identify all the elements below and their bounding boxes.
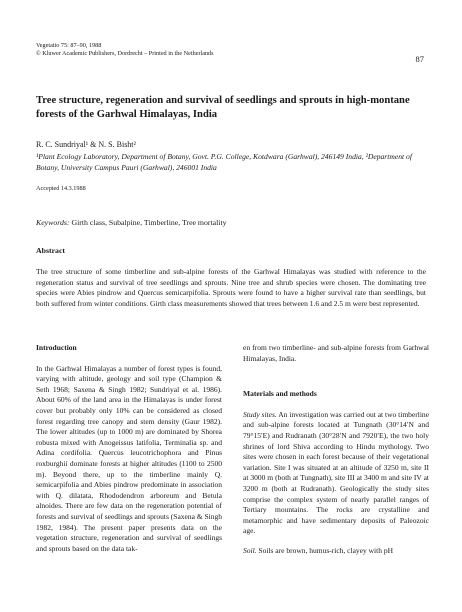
- accepted-date: Accepted 14.3.1988: [36, 185, 86, 192]
- page-number: 87: [415, 54, 424, 64]
- right-column: [243, 343, 429, 566]
- study-sites-paragraph: [243, 410, 429, 537]
- soil-paragraph: [243, 546, 429, 557]
- authors: R. C. Sundriyal¹ & N. S. Bisht²: [36, 140, 136, 149]
- left-column: [36, 343, 222, 563]
- journal-volume-line: Vegetatio 75: 87–90, 1988: [36, 42, 102, 49]
- publisher-line: © Kluwer Academic Publishers, Dordrecht – Printed in the Netherlands: [36, 50, 214, 58]
- study-sites-text: An investigation was carried out at two timberline and sub-alpine forests located at Tungnath (30°14′N and 79°15′E) and Rudranath (30°28′N and 7920′E), the two holy shrines of lord Shiva according to Hindu mythology. Two sites were chosen in each forest because of their vegetational variation. Site I was situated at an altitude of 3250 m, site II at 3000 m (both at Tungnath), site III at 3400 m and site IV at 3200 m (both at Rudranath). Geologically the study sites comprise the complex system of nearly parallel ranges of Tertiary mountains. The rocks are crystalline and metamorphic and have sedimentary deposits of Paleozoic age.: [243, 409, 429, 536]
- introduction-continuation: en from two timberline- and sub-alpine forests from Garhwal Himalayas, India.: [243, 343, 429, 363]
- abstract-heading: Abstract: [36, 246, 66, 255]
- paper-title: Tree structure, regeneration and survival of seedlings and sprouts in high-montane forests of the Garhwal Himalayas, India: [36, 95, 410, 120]
- introduction-text: In the Garhwal Himalayas a number of forest types is found, varying with altitude, geology and soil type (Champion & Seth 1968; Saxena & Singh 1982; Sundriyal et al. 1986). About 60% of the land area in the Himalayas is under forest cover but probably only 10% can be considered as closed forest regarding tree canopy and stem density (Gaur 1982). The lower altitudes (up to 1000 m) are dominated by Shorea robusta mixed with Anogeissus latifolia, Terminalia sp. and Adina cordifolia. Quercus leucotrichophora and Pinus roxburghii dominate forests at higher altitudes (1100 to 2500 m). Beyond there, up to the timberline mainly Q. semicarpifolia and Abies pindrow predominate in association with Q. dilatata, Rhododendron arboreum and Betula alnoides. There are few data on the regeneration potential of forests and survival of seedlings and sprouts (Saxena & Singh 1982, 1984). The present paper presents data on the vegetation structure, regeneration and survival of seedlings and sprouts based on the data tak-: [36, 363, 223, 553]
- methods-heading: Materials and methods: [243, 389, 317, 399]
- keywords-text: Girth class, Subalpine, Timberline, Tree mortality: [71, 218, 227, 227]
- journal-citation: [36, 42, 214, 58]
- study-sites-label: Study sites.: [243, 409, 277, 419]
- affiliations: ¹Plant Ecology Laboratory, Department of Botany, Govt. P.G. College, Kotdwara (Garhwal), 246149 India, ²Department of Botany, University Campus Pauri (Garhwal), 246001 India: [36, 152, 412, 172]
- abstract-text: The tree structure of some timberline and sub-alpine forests of the Garhwal Himalayas was studied with reference to the regeneration status and survival of tree seedlings and sprouts. Nine tree and shrub species were chosen. The dominating tree species were Abies pindrow and Quercus semicarpifolia. Sprouts were found to have a higher survival rate than seedlings, but both suffered from winter conditions. Girth class measurements showed that trees between 1.6 and 2.5 m were best represented.: [36, 267, 426, 308]
- keywords: [36, 218, 227, 227]
- soil-label: Soil.: [243, 545, 257, 555]
- introduction-heading: Introduction: [36, 343, 77, 352]
- soil-text: Soils are brown, humus-rich, clayey with pH: [258, 545, 393, 555]
- keywords-label: Keywords:: [36, 218, 70, 227]
